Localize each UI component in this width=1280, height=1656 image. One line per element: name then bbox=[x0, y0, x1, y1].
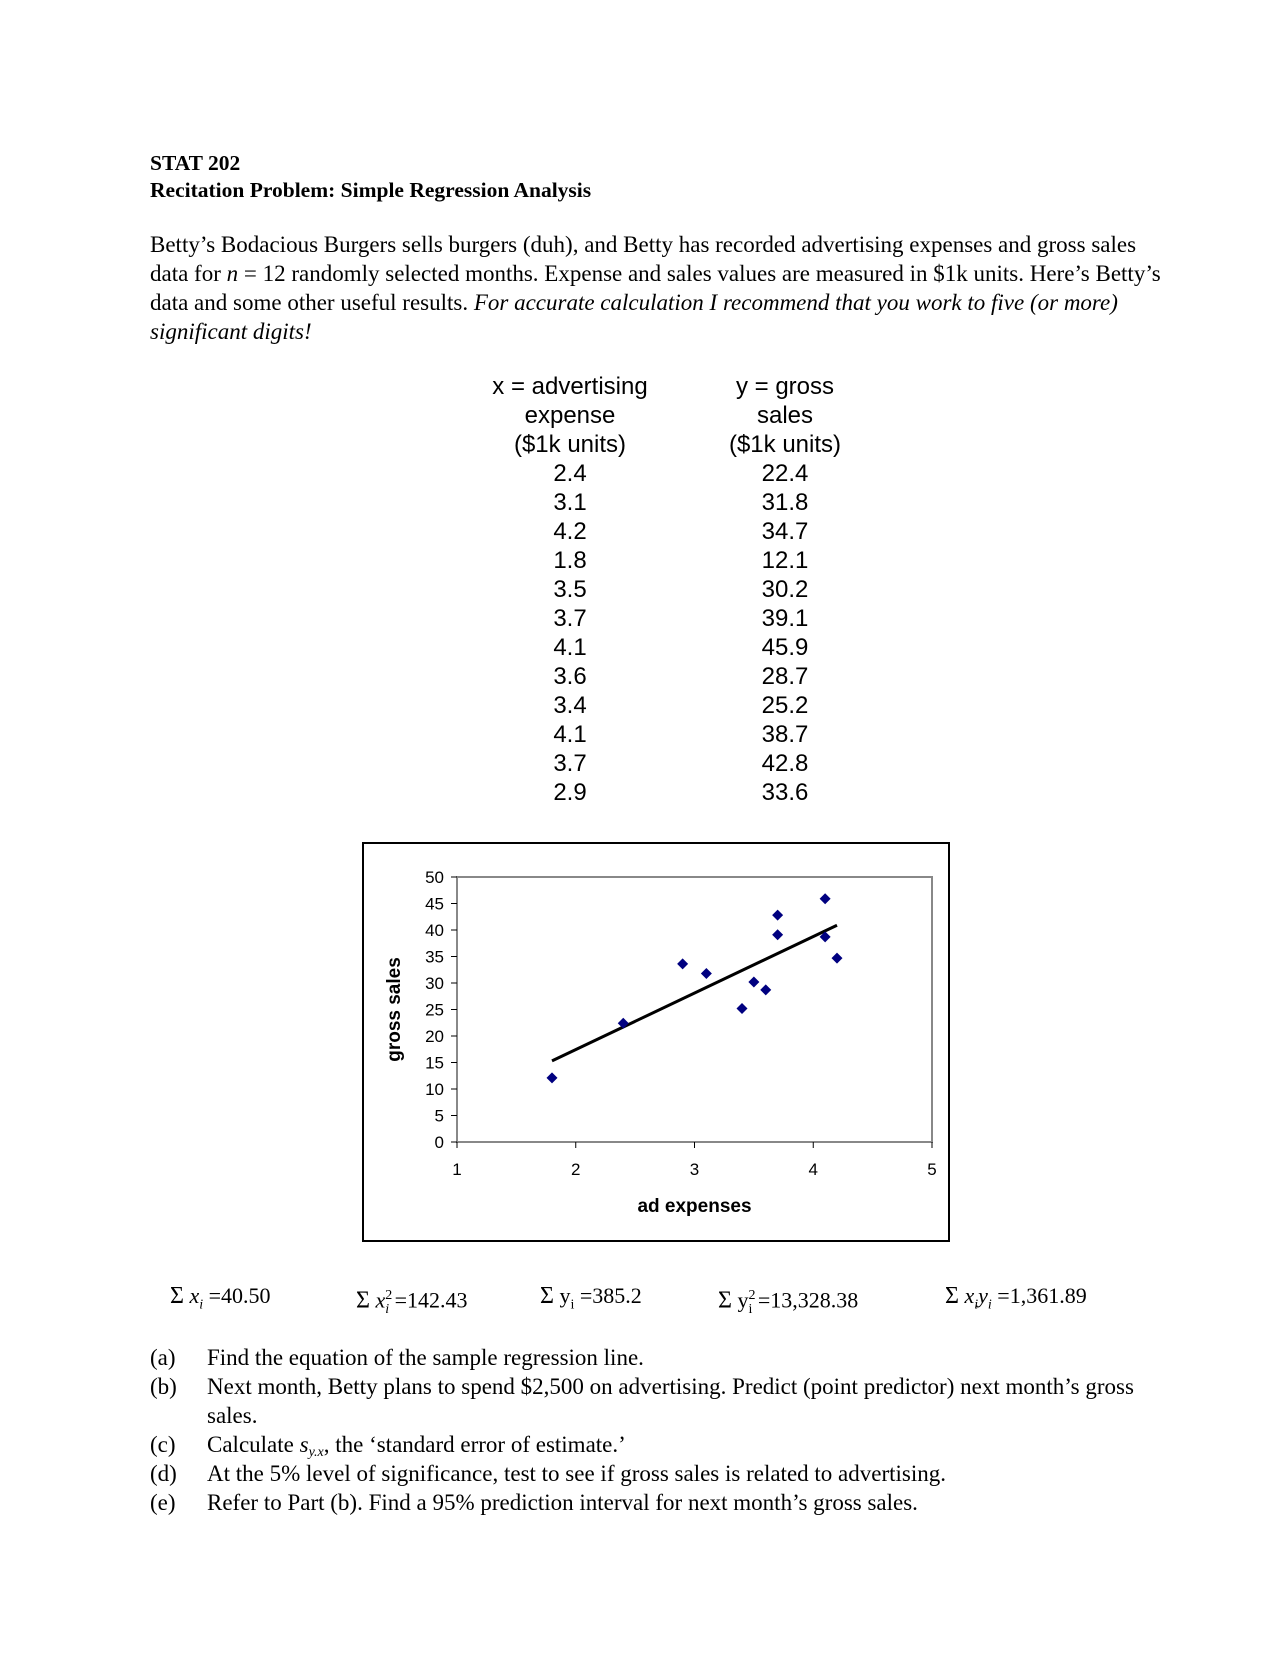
y-tick-label: 5 bbox=[434, 1106, 444, 1126]
y-value: 38.7 bbox=[761, 721, 809, 748]
question-d bbox=[150, 1459, 1180, 1488]
sum-y bbox=[540, 1280, 642, 1321]
x-header-line: ($1k units) bbox=[513, 431, 627, 458]
sum-value: =40.50 bbox=[208, 1283, 271, 1308]
intro-n-variable: n bbox=[226, 261, 239, 286]
y-value: 34.7 bbox=[761, 518, 809, 545]
y-header-line: ($1k units) bbox=[728, 431, 842, 458]
x-tick-label: 5 bbox=[927, 1160, 937, 1179]
y-value: 12.1 bbox=[761, 547, 809, 574]
sum-value: =13,328.38 bbox=[757, 1287, 859, 1313]
problem-title: Recitation Problem: Simple Regression Analysis bbox=[150, 178, 592, 202]
question-text-part: , the ‘standard error of estimate.’ bbox=[323, 1432, 626, 1457]
sum-xy bbox=[945, 1280, 1087, 1321]
intro-text-2: = 12 randomly selected months. Expense and sales values are measured in $1k units. Here’s Betty’s data and some other useful results. bbox=[150, 261, 1161, 315]
x-tick-label: 3 bbox=[689, 1160, 700, 1179]
scatter-chart bbox=[362, 842, 950, 1242]
question-text-part: Calculate bbox=[207, 1432, 300, 1457]
question-text: Refer to Part (b). Find a 95% prediction interval for next month’s gross sales. bbox=[207, 1490, 918, 1515]
x-value: 3.5 bbox=[553, 576, 587, 603]
x-value: 4.1 bbox=[553, 721, 587, 748]
sum-sub: i bbox=[385, 1301, 390, 1317]
sum-value: =1,361.89 bbox=[997, 1283, 1087, 1308]
y-value: 39.1 bbox=[761, 605, 809, 632]
y-value: 42.8 bbox=[761, 750, 809, 777]
y-tick-label: 50 bbox=[425, 868, 444, 887]
y-tick-label: 10 bbox=[425, 1080, 444, 1099]
sigma-symbol: Σ bbox=[718, 1287, 732, 1314]
y-tick-label: 20 bbox=[425, 1027, 444, 1046]
question-label: (e) bbox=[150, 1490, 176, 1515]
question-label: (a) bbox=[150, 1345, 176, 1370]
sum-var: x bbox=[964, 1283, 975, 1308]
sum-var: x bbox=[189, 1283, 200, 1308]
y-tick-label: 25 bbox=[425, 1000, 444, 1020]
y-value: 28.7 bbox=[761, 663, 809, 690]
sum-var: y bbox=[559, 1283, 571, 1308]
intro-paragraph bbox=[150, 230, 1170, 346]
sum-sub: i bbox=[987, 1297, 992, 1313]
x-value: 3.6 bbox=[553, 663, 587, 690]
question-a bbox=[150, 1343, 1180, 1372]
sigma-symbol: Σ bbox=[356, 1287, 370, 1314]
sum-sub: i bbox=[974, 1297, 979, 1313]
y-tick-label: 15 bbox=[425, 1053, 444, 1073]
question-label: (c) bbox=[150, 1432, 176, 1457]
question-b bbox=[150, 1372, 1180, 1430]
x-header-line: x = advertising bbox=[492, 373, 648, 400]
x-value: 4.2 bbox=[553, 518, 587, 545]
x-value: 3.4 bbox=[553, 692, 587, 719]
x-value: 1.8 bbox=[553, 547, 587, 574]
y-tick-label: 35 bbox=[425, 947, 444, 967]
std-error-symbol: s bbox=[299, 1432, 309, 1457]
intro-text-1: Betty’s Bodacious Burgers sells burgers (duh), and Betty has recorded advertising expenses and gross sales data for bbox=[150, 232, 1137, 286]
x-value: 3.7 bbox=[553, 750, 587, 777]
sigma-symbol: Σ bbox=[945, 1283, 959, 1309]
question-text: Find the equation of the sample regression line. bbox=[207, 1345, 644, 1370]
y-value: 22.4 bbox=[761, 460, 809, 487]
y-axis-label: gross sales bbox=[384, 957, 405, 1062]
x-axis-label: ad expenses bbox=[637, 1196, 752, 1217]
intro-italic-note: For accurate calculation I recommend that you work to five (or more) significant digits! bbox=[150, 290, 1118, 344]
y-value: 25.2 bbox=[761, 692, 809, 719]
sum-x bbox=[170, 1280, 271, 1321]
course-title: STAT 202 bbox=[150, 151, 241, 175]
sum-sub: i bbox=[570, 1297, 575, 1313]
sigma-symbol: Σ bbox=[170, 1283, 184, 1309]
y-value: 30.2 bbox=[761, 576, 809, 603]
x-tick-label: 4 bbox=[808, 1160, 818, 1179]
x-value: 2.4 bbox=[553, 460, 587, 487]
question-label: (d) bbox=[150, 1461, 177, 1486]
sum-sup: 2 bbox=[748, 1288, 756, 1303]
sum-var: y bbox=[978, 1283, 988, 1308]
sum-value: =385.2 bbox=[579, 1283, 642, 1308]
sum-sub: i bbox=[199, 1297, 204, 1313]
y-tick-label: 0 bbox=[434, 1133, 444, 1152]
y-header-line: sales bbox=[756, 402, 814, 429]
question-label: (b) bbox=[150, 1374, 177, 1399]
x-value: 4.1 bbox=[553, 634, 587, 661]
sum-sub: i bbox=[748, 1301, 753, 1317]
y-value: 31.8 bbox=[761, 489, 809, 516]
x-tick-label: 2 bbox=[571, 1160, 581, 1179]
y-column bbox=[705, 372, 865, 807]
sum-var: x bbox=[375, 1287, 386, 1313]
y-value: 45.9 bbox=[761, 634, 809, 661]
y-value: 33.6 bbox=[761, 779, 809, 806]
x-value: 3.1 bbox=[553, 489, 587, 516]
sum-x-squared bbox=[356, 1280, 468, 1326]
y-tick-label: 45 bbox=[425, 894, 444, 914]
sum-value: =142.43 bbox=[394, 1287, 468, 1313]
plot-area bbox=[457, 877, 932, 1142]
question-text: Next month, Betty plans to spend $2,500 on advertising. Predict (point predictor) next month’s gross sales. bbox=[207, 1374, 1134, 1428]
question-text: At the 5% level of significance, test to see if gross sales is related to advertising. bbox=[207, 1461, 946, 1486]
question-e bbox=[150, 1488, 1180, 1517]
sum-sup: 2 bbox=[385, 1288, 393, 1303]
sum-var: y bbox=[737, 1287, 749, 1313]
x-column bbox=[475, 372, 665, 807]
y-tick-label: 40 bbox=[425, 921, 444, 940]
sigma-symbol: Σ bbox=[540, 1283, 554, 1309]
x-value: 2.9 bbox=[553, 779, 587, 806]
x-tick-label: 1 bbox=[452, 1160, 462, 1179]
x-header-line: expense bbox=[524, 402, 616, 429]
sum-y-squared bbox=[718, 1280, 858, 1326]
y-tick-label: 30 bbox=[425, 974, 444, 993]
std-error-subscript: y.x bbox=[308, 1445, 324, 1460]
x-value: 3.7 bbox=[553, 605, 587, 632]
y-header-line: y = gross bbox=[735, 373, 835, 400]
